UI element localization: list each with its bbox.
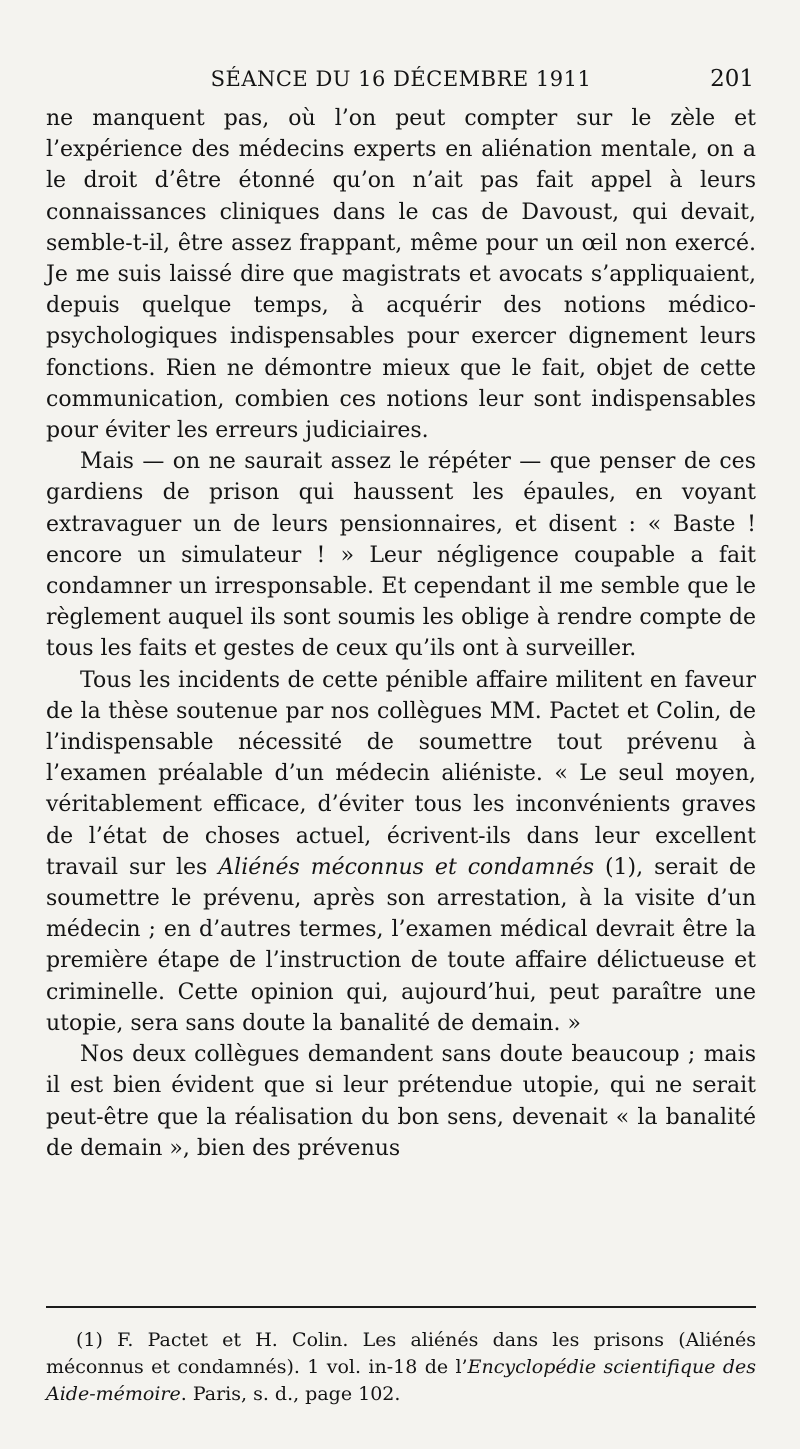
paragraph-3-italic-title: Aliénés méconnus et condamnés [218, 854, 595, 880]
footnote-text-after: . Paris, s. d., page 102. [180, 1383, 401, 1405]
footnote [46, 1327, 756, 1408]
running-title-month: DÉCEMBRE [393, 67, 529, 91]
footnote-divider [46, 1306, 756, 1308]
footnote-text-before: (1) F. Pactet et H. Colin. Les aliénés dans les prisons (Aliénés méconnus et condamnés). 1 vol. in-18 de l’ [46, 1329, 756, 1378]
running-head [46, 64, 756, 94]
paragraph-3-text-after: (1), serait de soumettre le prévenu, après son arrestation, à la visite d’un médecin ; en d’autres termes, l’examen médical devrait être la première étape de l’instruction de toute affaire délictueuse et criminelle. Cette opinion qui, aujourd’hui, peut paraître une utopie, sera sans doute la banalité de demain. » [46, 854, 756, 1036]
paragraph-3 [46, 665, 756, 1039]
paragraph-2: Mais — on ne saurait assez le répéter — que penser de ces gardiens de prison qui haussent les épaules, en voyant extravaguer un de leurs pensionnaires, et disent : « Baste ! encore un simulateur ! » Leur négligence coupable a fait condamner un irresponsable. Et cependant il me semble que le règlement auquel ils sont soumis les oblige à rendre compte de tous les faits et gestes de ceux qu’ils ont à surveiller. [46, 449, 756, 662]
running-title-day: 16 [358, 67, 386, 91]
running-title-prefix: SÉANCE DU [210, 67, 351, 91]
paragraph-1: ne manquent pas, où l’on peut compter sur le zèle et l’expérience des médecins experts en aliénation mentale, on a le droit d’être étonné qu’on n’ait pas fait appel à leurs connaissances cliniques dans le cas de Davoust, qui devait, semble-t-il, être assez frappant, même pour un œil non exercé. Je me suis laissé dire que magistrats et avocats s’appliquaient, depuis quelque temps, à acquérir des notions médico-psychologiques indispensables pour exercer dignement leurs fonctions. Rien ne démontre mieux que le fait, objet de cette communication, combien ces notions leur sont indispensables pour éviter les erreurs judiciaires. [46, 106, 756, 444]
footnote-italic-title: Encyclopédie scientifique des Aide-mémoire [46, 1356, 756, 1405]
page-number: 201 [710, 66, 754, 92]
paragraph-3-text-before: Tous les incidents de cette pénible affaire militent en faveur de la thèse soutenue par nos collègues MM. Pactet et Colin, de l’indispensable nécessité de soumettre tout prévenu à l’examen préalable d’un médecin aliéniste. « Le seul moyen, véritablement efficace, d’éviter tous les inconvénients graves de l’état de choses actuel, écrivent-ils dans leur excellent travail sur les [46, 667, 756, 880]
running-title-year: 1911 [535, 67, 592, 91]
running-title [46, 64, 756, 94]
body-text [46, 103, 756, 1164]
paragraph-4: Nos deux collègues demandent sans doute beaucoup ; mais il est bien évident que si leur prétendue utopie, qui ne serait peut-être que la réalisation du bon sens, devenait « la banalité de demain », bien des prévenus [46, 1042, 756, 1161]
